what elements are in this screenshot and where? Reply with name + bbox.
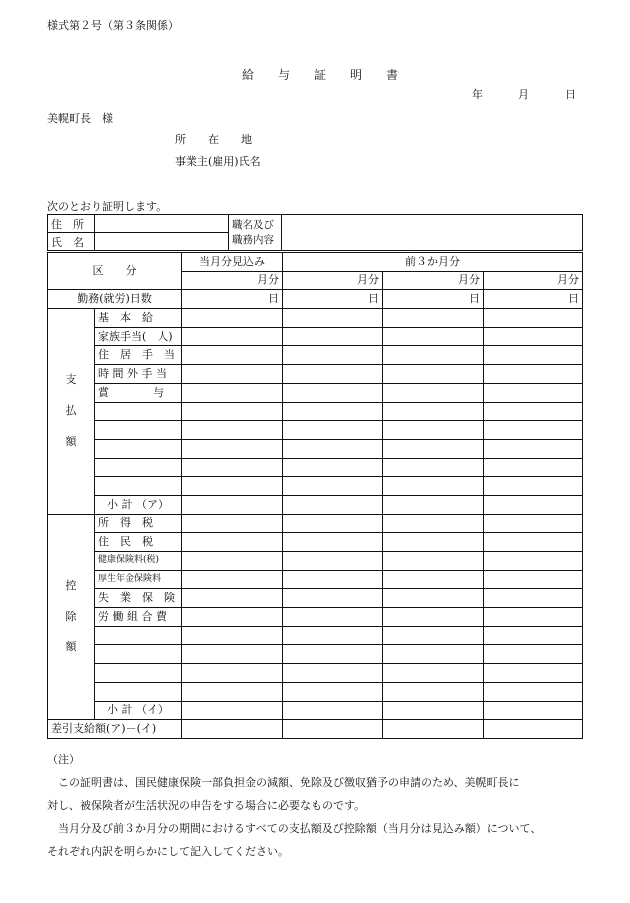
employer-location-label: 所 在 地 [175,133,252,146]
amount-cell[interactable] [182,309,283,328]
deductions-item-label[interactable] [95,664,182,683]
certification-statement: 次のとおり証明します。 [47,200,168,213]
amount-cell[interactable] [283,664,383,683]
category-char: 額 [65,434,77,448]
amount-cell[interactable] [383,421,484,440]
title-char: 与 [277,68,290,82]
amount-cell[interactable] [383,664,484,683]
payments-item-label[interactable] [95,439,182,458]
amount-cell[interactable] [182,365,283,384]
amount-cell[interactable] [383,346,484,365]
name-label: 氏 名 [48,233,95,251]
amount-cell[interactable] [383,402,484,421]
amount-cell[interactable] [283,514,383,533]
notes-line: 当月分及び前３か月分の期間におけるすべての支払額及び控除額（当月分は見込み額）について、 [58,822,542,835]
title-char: 明 [349,68,362,82]
work-days-cell[interactable]: 日 [484,290,583,309]
amount-cell[interactable] [182,514,283,533]
work-days-cell[interactable]: 日 [383,290,484,309]
amount-cell[interactable] [182,383,283,402]
amount-cell[interactable] [484,626,583,645]
address-label: 住 所 [48,215,95,233]
amount-cell[interactable] [182,458,283,477]
amount-cell[interactable] [383,477,484,496]
form-number: 様式第２号（第３条関係） [47,19,179,32]
payments-item-label[interactable]: 住 居 手 当 [95,346,182,365]
title-char: 証 [313,68,326,82]
address-field[interactable] [95,215,229,233]
amount-cell[interactable] [484,701,583,720]
amount-cell[interactable] [182,570,283,589]
category-char: 除 [65,609,77,623]
amount-cell[interactable] [182,477,283,496]
deductions-item-label[interactable] [95,645,182,664]
deductions-item-label[interactable]: 労 働 組 合 費 [95,608,182,627]
deductions-item-label[interactable]: 住 民 税 [95,533,182,552]
notes-heading: （注） [47,753,80,766]
amount-cell[interactable] [484,346,583,365]
deductions-category-label [48,514,95,720]
work-days-cell[interactable]: 日 [283,290,383,309]
notes-line: 対し、被保険者が生活状況の申告をする場合に必要なものです。 [47,799,366,812]
current-month-header: 当月分見込み [182,253,283,272]
date-month: 月 [518,88,529,101]
category-char: 控 [65,578,77,592]
amount-cell[interactable] [182,552,283,571]
deductions-item-label[interactable]: 失 業 保 険 [95,589,182,608]
amount-cell[interactable] [383,495,484,514]
amount-cell[interactable] [383,589,484,608]
amount-cell[interactable] [283,365,383,384]
amount-cell[interactable] [182,701,283,720]
amount-cell[interactable] [484,552,583,571]
amount-cell[interactable] [383,701,484,720]
amount-cell[interactable] [182,645,283,664]
date-year: 年 [472,88,483,101]
addressee: 美幌町長 様 [47,112,113,125]
amount-cell[interactable] [484,477,583,496]
amount-cell[interactable] [383,608,484,627]
payments-item-label[interactable]: 基 本 給 [95,309,182,328]
notes [47,748,607,863]
amount-cell[interactable] [383,514,484,533]
amount-cell[interactable] [283,439,383,458]
amount-cell[interactable] [182,495,283,514]
amount-cell[interactable] [182,626,283,645]
amount-cell[interactable] [283,626,383,645]
document-title [230,66,410,83]
deductions-item-label[interactable]: 所 得 税 [95,514,182,533]
payments-item-label[interactable]: 賞 与 [95,383,182,402]
position-field[interactable] [282,215,583,251]
deductions-item-label[interactable] [95,682,182,701]
amount-cell[interactable] [484,327,583,346]
amount-cell[interactable] [182,439,283,458]
payments-item-label[interactable]: 家族手当( 人) [95,327,182,346]
amount-cell[interactable] [283,402,383,421]
amount-cell[interactable] [484,645,583,664]
month-cell[interactable]: 月分 [383,271,484,290]
amount-cell[interactable] [484,495,583,514]
amount-cell[interactable] [283,589,383,608]
payments-item-label[interactable] [95,477,182,496]
deductions-section [48,514,583,720]
amount-cell[interactable] [283,682,383,701]
amount-cell[interactable] [283,383,383,402]
amount-cell[interactable] [182,533,283,552]
amount-cell[interactable] [283,608,383,627]
payments-subtotal-label: 小 計 （ア） [95,495,182,514]
amount-cell[interactable] [182,346,283,365]
amount-cell[interactable] [383,383,484,402]
amount-cell[interactable] [484,421,583,440]
amount-cell[interactable] [283,495,383,514]
amount-cell[interactable] [484,439,583,458]
amount-cell[interactable] [484,608,583,627]
work-days-label: 勤務(就労)日数 [48,290,182,309]
amount-cell[interactable] [283,477,383,496]
date-day: 日 [565,88,576,101]
net-pay-label: 差引支給額(ア)－(イ) [48,720,182,739]
payments-item-label[interactable] [95,402,182,421]
category-char: 額 [65,640,77,654]
category-char: 支 [65,373,77,387]
employer-name-label: 事業主(雇用)氏名 [175,155,261,168]
amount-cell[interactable] [383,720,484,739]
amount-cell[interactable] [182,421,283,440]
deductions-subtotal-label: 小 計 （イ） [95,701,182,720]
amount-cell[interactable] [484,309,583,328]
amount-cell[interactable] [383,552,484,571]
date-line[interactable] [472,86,576,102]
amount-cell[interactable] [484,365,583,384]
amount-cell[interactable] [283,309,383,328]
amount-cell[interactable] [383,570,484,589]
notes-line: それぞれ内訳を明らかにして記入してください。 [47,845,289,858]
month-cell[interactable]: 月分 [283,271,383,290]
amount-cell[interactable] [283,421,383,440]
amount-cell[interactable] [383,682,484,701]
amount-cell[interactable] [182,720,283,739]
amount-cell[interactable] [383,626,484,645]
payments-item-label[interactable] [95,458,182,477]
amount-cell[interactable] [383,365,484,384]
amount-cell[interactable] [283,552,383,571]
deductions-item-label[interactable]: 健康保険料(税) [95,552,182,571]
amount-cell[interactable] [283,701,383,720]
amount-cell[interactable] [283,533,383,552]
amount-cell[interactable] [383,645,484,664]
amount-cell[interactable] [182,589,283,608]
amount-cell[interactable] [182,608,283,627]
amount-cell[interactable] [283,570,383,589]
notes-line: この証明書は、国民健康保険一部負担金の減額、免除及び徴収猶予の申請のため、美幌町長に [58,776,520,789]
title-char: 書 [385,68,398,82]
deductions-item-label[interactable] [95,626,182,645]
position-label: 職名及び 職務内容 [229,215,282,251]
amount-cell[interactable] [383,439,484,458]
amount-cell[interactable] [484,514,583,533]
category-header: 区 分 [48,253,182,290]
payments-section [48,309,583,515]
title-char: 給 [241,68,254,82]
payments-item-label[interactable] [95,421,182,440]
prev-three-months-header: 前３か月分 [283,253,583,272]
amount-cell[interactable] [383,458,484,477]
amount-cell[interactable] [182,682,283,701]
amount-cell[interactable] [182,327,283,346]
payments-category-label [48,309,95,515]
amount-cell[interactable] [383,327,484,346]
amount-cell[interactable] [283,346,383,365]
amount-cell[interactable] [484,589,583,608]
month-cell[interactable]: 月分 [182,271,283,290]
amount-cell[interactable] [484,533,583,552]
payments-item-label[interactable]: 時 間 外 手 当 [95,365,182,384]
salary-table [47,252,583,739]
amount-cell[interactable] [484,402,583,421]
amount-cell[interactable] [484,720,583,739]
amount-cell[interactable] [484,458,583,477]
work-days-cell[interactable]: 日 [182,290,283,309]
amount-cell[interactable] [283,458,383,477]
amount-cell[interactable] [182,402,283,421]
amount-cell[interactable] [484,682,583,701]
category-char: 払 [65,403,77,417]
amount-cell[interactable] [484,570,583,589]
amount-cell[interactable] [182,664,283,683]
month-cell[interactable]: 月分 [484,271,583,290]
amount-cell[interactable] [484,383,583,402]
amount-cell[interactable] [484,664,583,683]
amount-cell[interactable] [283,645,383,664]
amount-cell[interactable] [383,309,484,328]
name-field[interactable] [95,233,229,251]
amount-cell[interactable] [283,720,383,739]
amount-cell[interactable] [283,327,383,346]
amount-cell[interactable] [383,533,484,552]
employee-info-table [47,214,583,251]
deductions-item-label[interactable]: 厚生年金保険料 [95,570,182,589]
